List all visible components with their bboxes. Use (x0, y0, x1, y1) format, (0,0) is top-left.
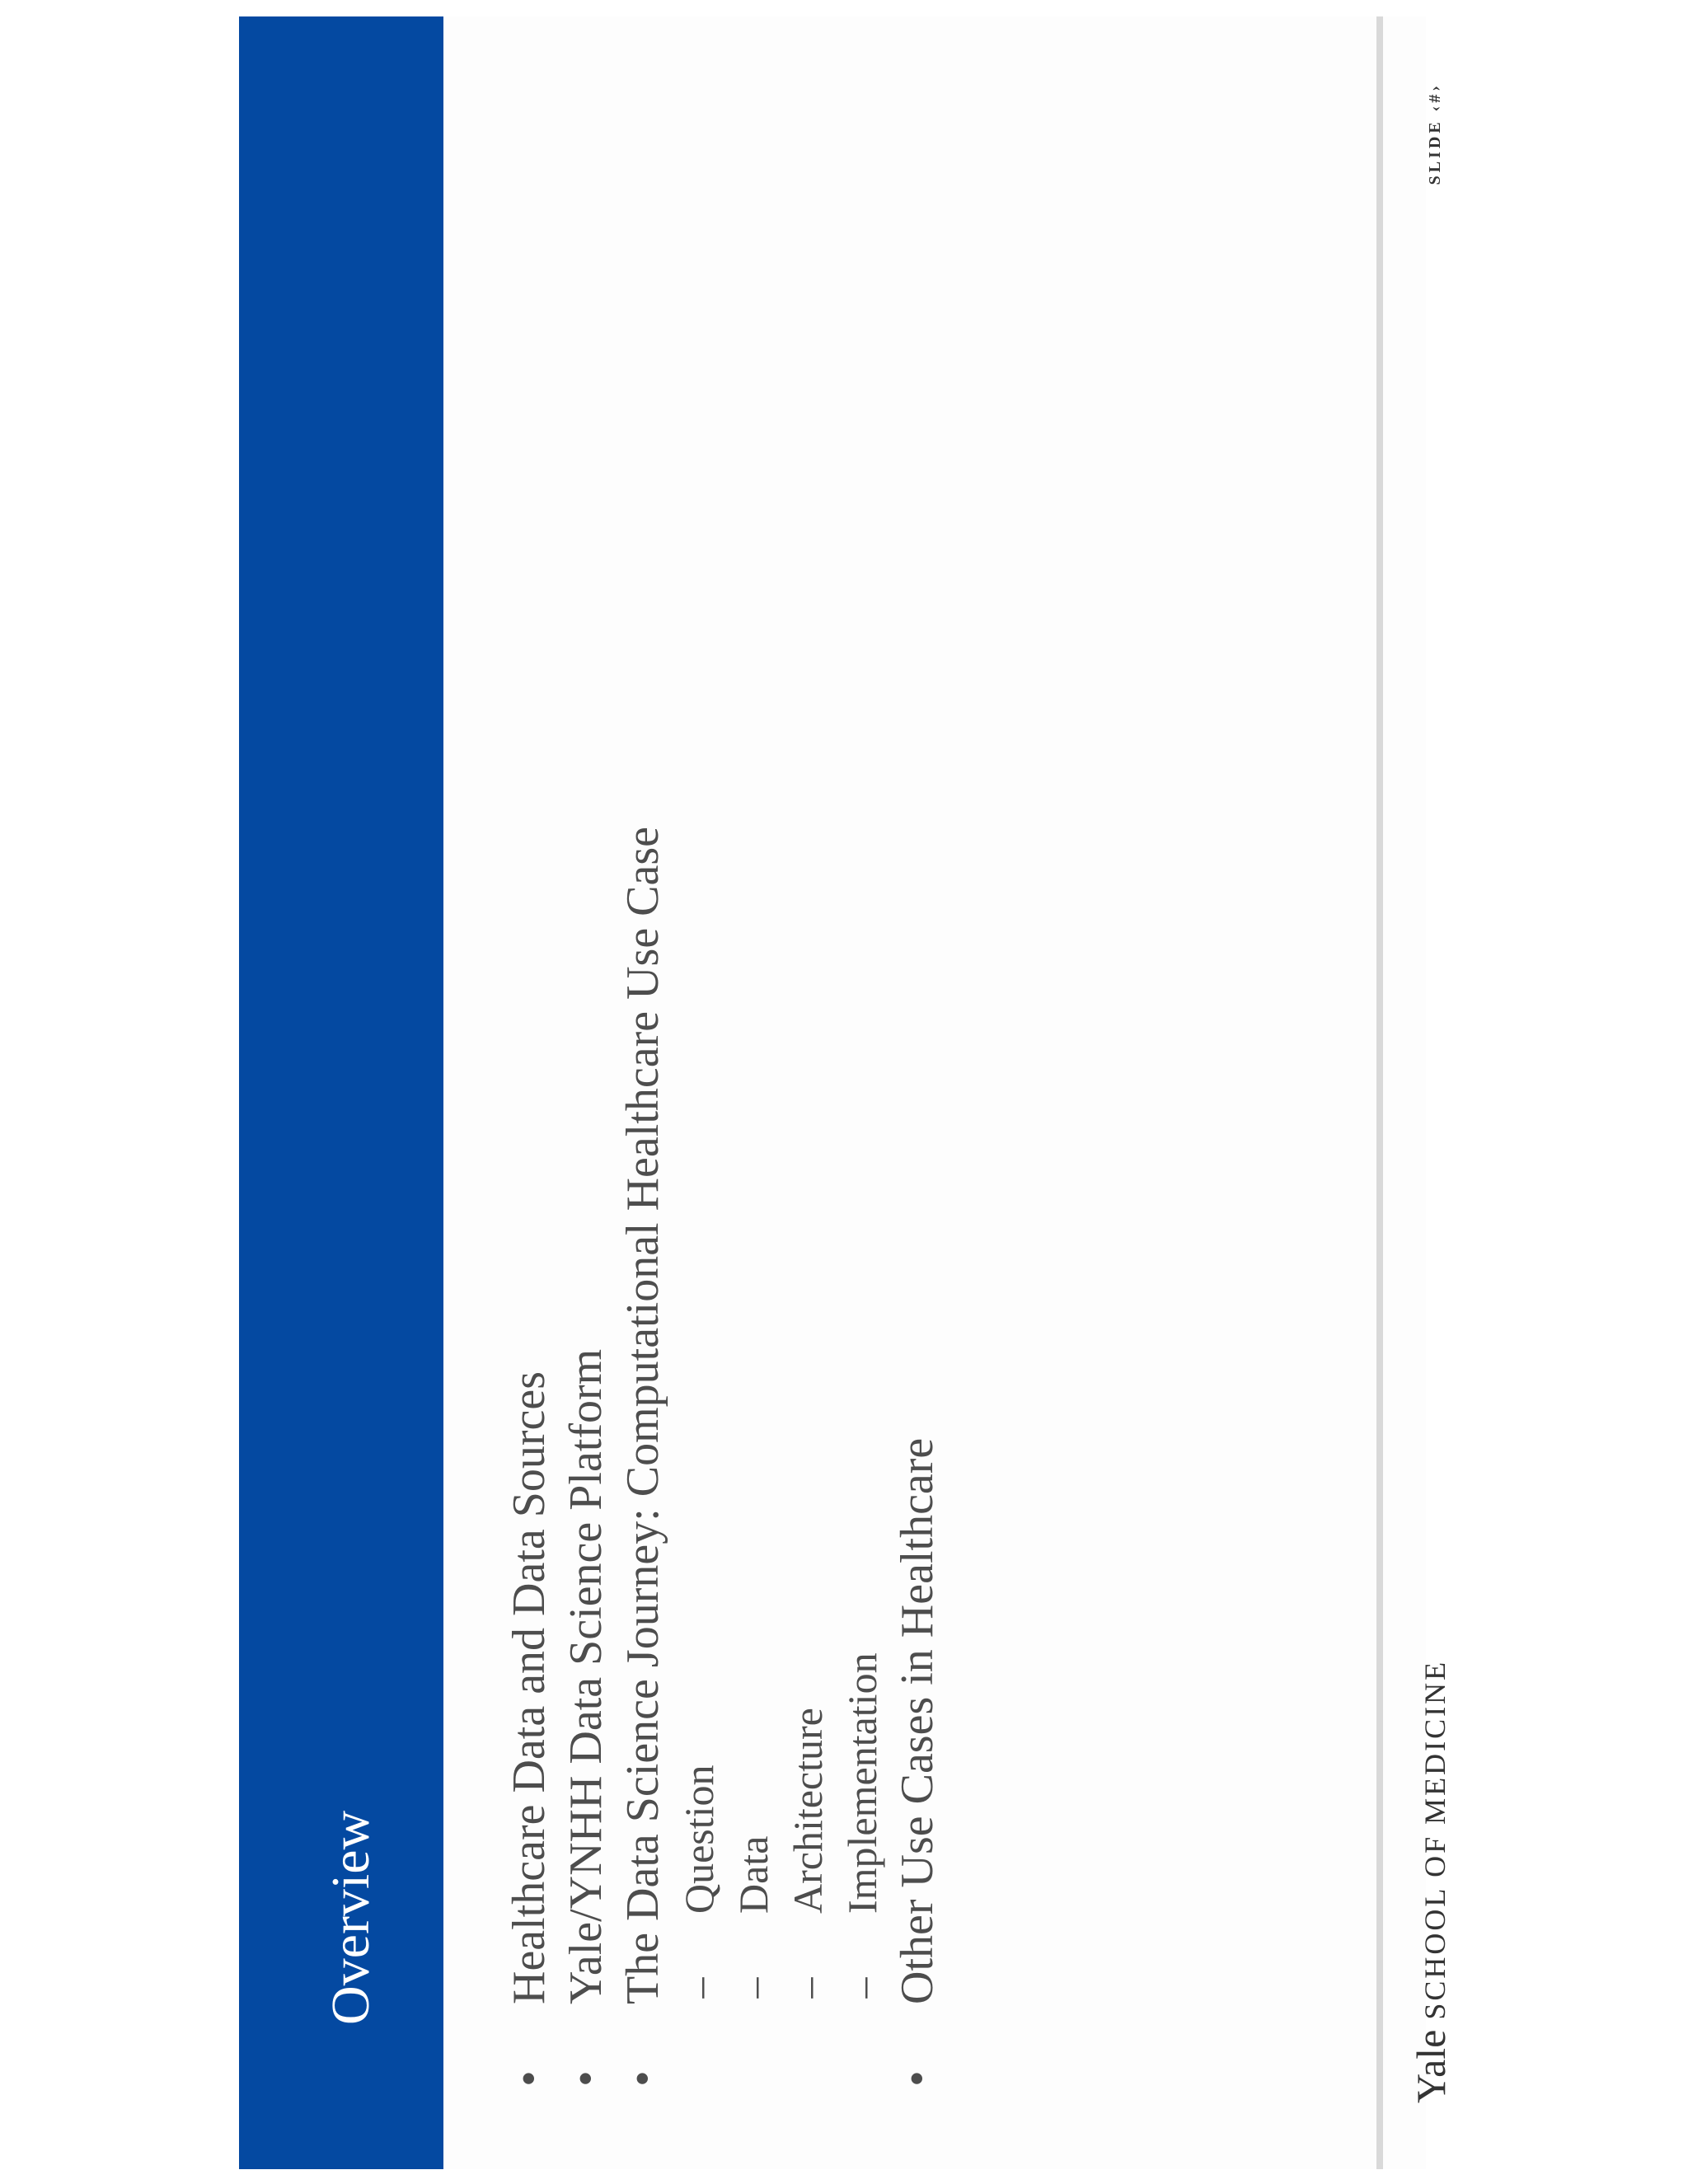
title-band (239, 16, 443, 2169)
slide-title: Overview (321, 1810, 381, 2025)
sub-bullet-item (672, 827, 726, 2004)
slide-number: SLIDE ‹#› (1426, 82, 1444, 185)
bullet-icon: • (892, 2070, 943, 2087)
sub-bullet-item (781, 827, 835, 2004)
bullet-text: Yale/YNHH Data Science Platform (560, 1348, 612, 2004)
sub-bullet-text: Implementation (839, 1652, 885, 1914)
bullet-text: Healthcare Data and Data Sources (504, 1371, 555, 2004)
sub-bullet-item (726, 827, 781, 2004)
sub-bullet-list (672, 827, 889, 2004)
bullet-item (889, 827, 946, 2095)
yale-school-of-medicine-logo (1409, 1660, 1463, 2103)
dash-icon: – (839, 1977, 885, 1999)
sub-bullet-text: Architecture (785, 1708, 831, 1914)
logo-school-text: SCHOOL OF MEDICINE (1418, 1659, 1451, 2020)
bullet-icon: • (504, 2070, 555, 2087)
footer-divider (1376, 16, 1383, 2169)
logo-yale-text: Yale (1408, 2029, 1454, 2103)
sub-bullet-text: Question (676, 1765, 722, 1914)
sub-bullet-text: Data (730, 1835, 776, 1914)
bullet-item (558, 827, 615, 2095)
sub-bullet-item (835, 827, 889, 2004)
slide (239, 16, 1454, 2169)
bullet-item (501, 827, 558, 2095)
dash-icon: – (730, 1977, 776, 1999)
bullet-text: Other Use Cases in Healthcare (892, 1437, 943, 2004)
bullet-icon: • (560, 2070, 612, 2087)
dash-icon: – (785, 1977, 831, 1999)
bullet-text: The Data Science Journey: Computational Healthcare Use Case (617, 826, 668, 2004)
bullet-item (615, 827, 889, 2095)
dash-icon: – (676, 1977, 722, 1999)
bullet-icon: • (617, 2070, 668, 2087)
bullet-list (501, 827, 946, 2095)
